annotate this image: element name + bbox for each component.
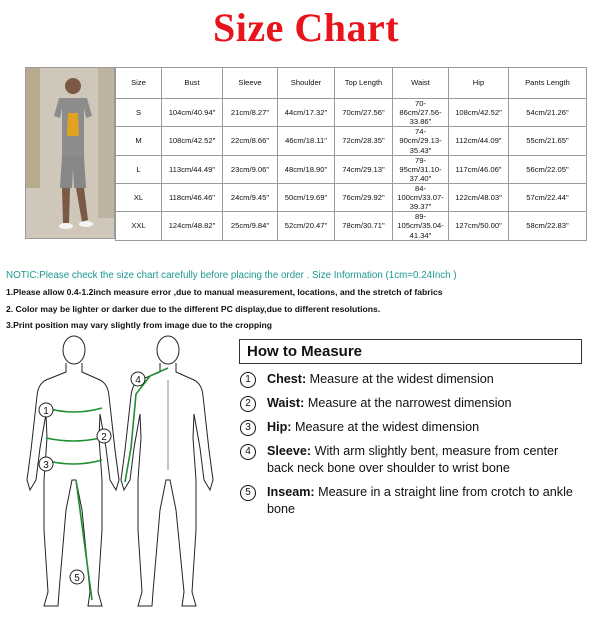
table-row [116, 127, 587, 155]
how-to-measure-heading: How to Measure [239, 339, 582, 364]
table-cell: 70cm/27.56" [335, 99, 393, 127]
diagram-label-1: 1 [43, 406, 49, 417]
table-cell: 46cm/18.11" [278, 127, 335, 155]
table-cell: 44cm/17.32" [278, 99, 335, 127]
table-row [116, 155, 587, 183]
table-cell: 118cm/46.46" [162, 183, 223, 211]
table-cell: 117cm/46.06" [449, 155, 509, 183]
table-cell: 52cm/20.47" [278, 212, 335, 240]
column-header: Size [116, 68, 162, 99]
table-cell: S [116, 99, 162, 127]
model-in-outfit-image [26, 68, 115, 239]
table-cell: 70-86cm/27.56-33.86" [393, 99, 449, 127]
measure-text: Measure in a straight line from crotch to ankle bone [267, 485, 573, 516]
table-cell: 22cm/8.66" [223, 127, 278, 155]
body-measurement-diagram [0, 330, 240, 612]
table-cell: XXL [116, 212, 162, 240]
size-notice: NOTIC:Please check the size chart carefully before placing the order . Size Information (1cm=0.24Inch ) [6, 270, 457, 281]
measure-label: Hip: [267, 420, 292, 434]
table-cell: M [116, 127, 162, 155]
table-cell: 74-90cm/29.13-35.43" [393, 127, 449, 155]
table-cell: 58cm/22.83" [509, 212, 587, 240]
table-cell: 108cm/42.52" [449, 99, 509, 127]
table-row [116, 99, 587, 127]
column-header: Hip [449, 68, 509, 99]
measure-text: Measure at the widest dimension [306, 372, 494, 386]
measure-text: Measure at the narrowest dimension [304, 396, 512, 410]
measure-label: Waist: [267, 396, 305, 410]
table-cell: 113cm/44.49" [162, 155, 223, 183]
table-cell: 23cm/9.06" [223, 155, 278, 183]
number-badge: 4 [240, 444, 256, 460]
table-cell: L [116, 155, 162, 183]
note-line: 2. Color may be lighter or darker due to the different PC display,due to different resolutions. [6, 304, 381, 314]
note-line: 3.Print position may vary slightly from image due to the cropping [6, 320, 272, 330]
table-cell: 76cm/29.92" [335, 183, 393, 211]
size-table [115, 67, 587, 241]
table-row [116, 183, 587, 211]
table-header-row [116, 68, 587, 99]
diagram-label-4: 4 [135, 375, 141, 386]
column-header: Shoulder [278, 68, 335, 99]
number-badge: 5 [240, 485, 256, 501]
table-row [116, 212, 587, 240]
number-badge: 2 [240, 396, 256, 412]
measure-text: With arm slightly bent, measure from center back neck bone over shoulder to wrist bone [267, 444, 559, 475]
note-line: 1.Please allow 0.4-1.2inch measure error ,due to manual measurement, locations, and the stretch of fabrics [6, 287, 443, 297]
measure-label: Sleeve: [267, 444, 312, 458]
size-chart-table-area [25, 67, 586, 239]
table-cell: 50cm/19.69" [278, 183, 335, 211]
product-photo [25, 67, 115, 239]
column-header: Bust [162, 68, 223, 99]
table-cell: 78cm/30.71" [335, 212, 393, 240]
column-header: Pants Length [509, 68, 587, 99]
table-cell: 56cm/22.05" [509, 155, 587, 183]
number-badge: 1 [240, 372, 256, 388]
number-badge: 3 [240, 420, 256, 436]
table-cell: 55cm/21.65" [509, 127, 587, 155]
table-cell: 24cm/9.45" [223, 183, 278, 211]
human-figures-illustration [0, 330, 240, 612]
column-header: Sleeve [223, 68, 278, 99]
table-cell: 104cm/40.94" [162, 99, 223, 127]
measure-label: Chest: [267, 372, 307, 386]
table-cell: 74cm/29.13" [335, 155, 393, 183]
table-cell: 21cm/8.27" [223, 99, 278, 127]
table-cell: 57cm/22.44" [509, 183, 587, 211]
table-cell: 72cm/28.35" [335, 127, 393, 155]
table-cell: 124cm/48.82" [162, 212, 223, 240]
table-cell: 122cm/48.03" [449, 183, 509, 211]
diagram-label-5: 5 [74, 573, 80, 584]
table-cell: 108cm/42.52" [162, 127, 223, 155]
table-cell: 112cm/44.09" [449, 127, 509, 155]
table-cell: 84-100cm/33.07-39.37" [393, 183, 449, 211]
page-title: Size Chart [212, 5, 400, 50]
table-cell: 25cm/9.84" [223, 212, 278, 240]
diagram-label-3: 3 [43, 460, 49, 471]
waist-line [46, 438, 100, 441]
measure-label: Inseam: [267, 485, 315, 499]
chest-line [46, 408, 102, 412]
column-header: Waist [393, 68, 449, 99]
column-header: Top Length [335, 68, 393, 99]
table-cell: 127cm/50.00" [449, 212, 509, 240]
table-cell: XL [116, 183, 162, 211]
table-cell: 48cm/18.90" [278, 155, 335, 183]
table-cell: 89-105cm/35.04-41.34" [393, 212, 449, 240]
table-cell: 79-95cm/31.10-37.40" [393, 155, 449, 183]
measure-text: Measure at the widest dimension [291, 420, 480, 434]
table-cell: 54cm/21.26" [509, 99, 587, 127]
diagram-label-2: 2 [101, 432, 107, 443]
